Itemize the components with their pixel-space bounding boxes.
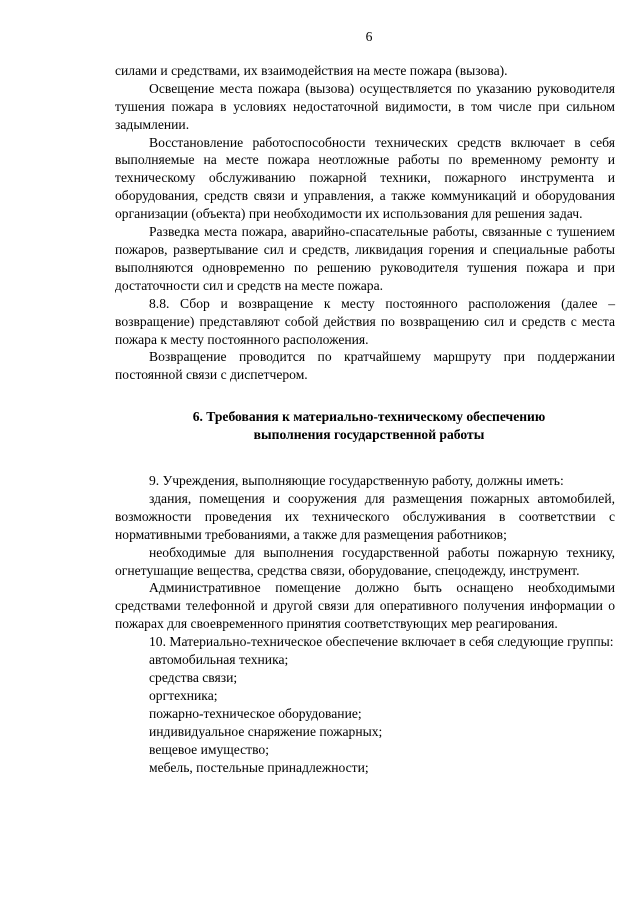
paragraph: необходимые для выполнения государственной работы пожарную технику, огнетушащие вещества, средства связи, оборудование, спецодежду, инструмент.	[115, 544, 615, 578]
section-heading	[115, 408, 615, 444]
paragraph: здания, помещения и сооружения для размещения пожарных автомобилей, возможности проведения их технического обслуживания в соответствии с нормативными требованиями, а также для размещения работников;	[115, 490, 615, 542]
paragraph: 9. Учреждения, выполняющие государственную работу, должны иметь:	[149, 473, 564, 489]
paragraph: Административное помещение должно быть оснащено необходимыми средствами телефонной и другой связи для оперативного получения информации о пожарах для своевременного принятия соответствующих мер реагирования.	[115, 580, 615, 632]
section-heading-line-1: 6. Требования к материально-техническому обеспечению	[192, 409, 546, 425]
paragraph: силами и средствами, их взаимодействия на месте пожара (вызова).	[115, 62, 508, 78]
paragraph: 10. Материально-техническое обеспечение включает в себя следующие группы:	[149, 634, 614, 650]
paragraph: Возвращение проводится по кратчайшему маршруту при поддержании постоянной связи с диспетчером.	[115, 349, 615, 383]
list-item: вещевое имущество;	[149, 741, 269, 757]
top-paragraphs	[115, 62, 615, 384]
list-item: оргтехника;	[149, 687, 218, 703]
paragraph: Разведка места пожара, аварийно-спасательные работы, связанные с тушением пожаров, развертывание сил и средств, ликвидация горения и специальные работы выполняются одновременно по решению руководителя тушения пожара и при достаточности сил и средств на месте пожара.	[115, 224, 615, 293]
list-item: средства связи;	[149, 670, 238, 685]
paragraph: Освещение места пожара (вызова) осуществляется по указанию руководителя тушения пожара в условиях недостаточной видимости, в том числе при сильном задымлении.	[115, 80, 615, 132]
section-heading-line-2: выполнения государственной работы	[253, 427, 485, 443]
list-item: мебель, постельные принадлежности;	[149, 759, 369, 775]
list-item: пожарно-техническое оборудование;	[149, 705, 362, 721]
bottom-paragraphs	[115, 472, 615, 651]
list-item: автомобильная техника;	[149, 652, 289, 668]
groups-list	[115, 651, 615, 776]
paragraph: Восстановление работоспособности технических средств включает в себя выполняемые на месте пожара неотложные работы по временному ремонту и техническому обслуживанию пожарной техники, пожарного инструмента и оборудования, средств связи и управления, а также коммуникаций и оборудования организации (объекта) при необходимости их использования для решения задач.	[115, 134, 615, 222]
paragraph: 8.8. Сбор и возвращение к месту постоянного расположения (далее – возвращение) представляют собой действия по возвращению сил и средств с места пожара к месту постоянного расположения.	[115, 295, 615, 347]
document-page	[115, 28, 615, 776]
page-number: 6	[365, 29, 373, 44]
list-item: индивидуальное снаряжение пожарных;	[149, 723, 383, 739]
